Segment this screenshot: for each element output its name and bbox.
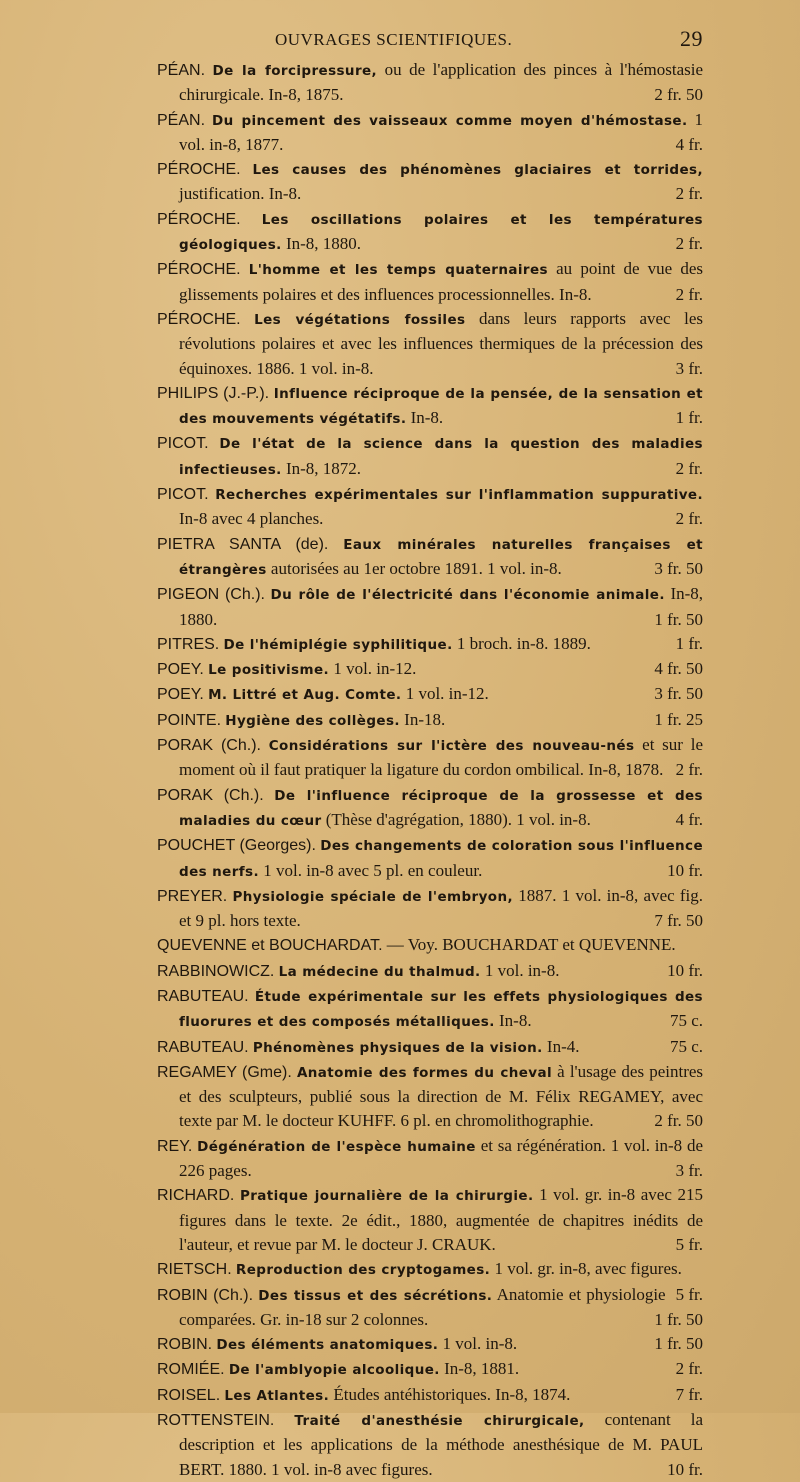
- entry-price: 2 fr.: [675, 184, 703, 204]
- entry-title: Des changements de coloration sous l'influence des nerfs.: [179, 838, 704, 880]
- entry-author: PREYER.: [157, 887, 228, 905]
- entry-details: — Voy. BOUCHARDAT et QUEVENNE.: [386, 935, 676, 955]
- entry-price: 10 fr.: [667, 1459, 703, 1479]
- entry-title: M. Littré et Aug. Comte.: [208, 687, 402, 704]
- entry-details: 1 vol. in-8 avec 5 pl. en couleur.: [263, 860, 483, 880]
- entry-price: 10 fr.: [667, 860, 703, 880]
- catalog-entry: [157, 783, 703, 834]
- entry-price: 2 fr.: [675, 760, 703, 780]
- entry-details: ou de l'application des pinces à l'hémostasie chirurgicale. In-8, 1875.: [179, 60, 703, 105]
- entry-details: (Thèse d'agrégation, 1880). 1 vol. in-8.: [325, 809, 591, 829]
- entry-author: PITRES.: [157, 635, 220, 653]
- entry-title: L'homme et les temps quaternaires: [248, 262, 548, 279]
- entry-author: ROTTENSTEIN.: [157, 1412, 275, 1430]
- entry-title: Les causes des phénomènes glaciaires et torrides,: [252, 162, 704, 179]
- entry-price: 5 fr.: [675, 1234, 703, 1254]
- entry-price: 1 fr. 50: [654, 609, 703, 629]
- entry-price: 2 fr. 50: [654, 85, 703, 105]
- catalog-entry: [157, 1383, 703, 1408]
- entry-details: 1 vol. gr. in-8 avec 215 figures dans le texte. 2e édit., 1880, augmentée de chapitres inédits de l'auteur, et revue par M. le docteur J. CRAUK.: [179, 1185, 703, 1254]
- page-header: [157, 26, 703, 58]
- entry-title: Dégénération de l'espèce humaine: [197, 1138, 476, 1155]
- catalog-entry: [157, 984, 703, 1035]
- catalog-page: [157, 26, 703, 1482]
- entry-details: 1 vol. in-12.: [405, 684, 489, 704]
- entry-title: Anatomie des formes du cheval: [296, 1064, 553, 1081]
- entry-details: et sa régénération. 1 vol. in-8 de 226 pages.: [179, 1135, 704, 1181]
- entry-author: PÉROCHE.: [157, 210, 241, 228]
- entry-author: PIGEON (Ch.).: [157, 586, 265, 604]
- entry-title: Physiologie spéciale de l'embryon,: [232, 888, 514, 905]
- entry-details: In-8, 1880.: [179, 584, 704, 629]
- catalog-entry: [157, 108, 703, 158]
- entry-author: ROISEL.: [157, 1386, 221, 1404]
- entry-author: RABBINOWICZ.: [157, 962, 275, 980]
- entry-title: Recherches expérimentales sur l'inflammation suppurative.: [215, 487, 704, 504]
- entry-author: PÉROCHE.: [157, 310, 241, 328]
- entry-price: 1 fr.: [675, 633, 703, 653]
- entry-author: PÉROCHE.: [157, 261, 241, 279]
- catalog-entry: [157, 1060, 703, 1134]
- entry-author: PÉAN.: [157, 62, 206, 79]
- entry-title: Pratique journalière de la chirurgie.: [239, 1188, 534, 1205]
- entry-title: De la forcipressure,: [212, 63, 378, 79]
- entry-title: Les oscillations polaires et les températures géologiques.: [179, 211, 703, 254]
- entry-price: 2 fr.: [675, 284, 703, 304]
- entry-title: Influence réciproque de la pensée, de la sensation et des mouvements végétatifs.: [179, 385, 704, 428]
- entry-details: 1 vol. in-12.: [333, 659, 417, 679]
- page-number: 29: [680, 26, 703, 51]
- entry-author: POUCHET (Georges).: [157, 837, 316, 855]
- entry-author: RABUTEAU.: [157, 987, 249, 1005]
- entry-author: REY.: [157, 1137, 193, 1155]
- catalog-entry: [157, 157, 703, 207]
- entry-title: Des tissus et des sécrétions.: [258, 1287, 493, 1304]
- entry-price: 3 fr. 50: [654, 558, 703, 578]
- entry-price: 7 fr.: [675, 1384, 703, 1404]
- running-title: OUVRAGES SCIENTIFIQUES.: [275, 30, 513, 49]
- entry-details: In-8, 1880.: [285, 234, 362, 254]
- entry-title: Le positivisme.: [208, 662, 330, 679]
- catalog-entry: [157, 58, 703, 108]
- catalog-entry: [157, 431, 703, 482]
- entry-title: Étude expérimentale sur les effets physiologiques des fluorures et des composés métalliques.: [179, 988, 703, 1031]
- entry-price: 1 fr. 50: [654, 1309, 703, 1329]
- entry-title: Hygiène des collèges.: [225, 712, 400, 729]
- entry-details: et sur le moment où il faut pratiquer la ligature du cordon ombilical. In-8, 1878.: [179, 735, 703, 780]
- entry-author: PIETRA SANTA (de).: [157, 535, 329, 553]
- catalog-entry: [157, 884, 703, 934]
- entry-author: RIETSCH.: [157, 1261, 232, 1279]
- catalog-entry: [157, 682, 703, 707]
- entry-details: In-18.: [404, 709, 446, 729]
- entry-title: Des éléments anatomiques.: [216, 1337, 439, 1354]
- entry-details: autorisées au 1er octobre 1891. 1 vol. in-8.: [270, 558, 562, 578]
- entry-author: PORAK (Ch.).: [157, 786, 264, 804]
- entry-author: REGAMEY (Gme).: [157, 1063, 292, 1081]
- catalog-entry: [157, 582, 703, 632]
- entry-details: 1 vol. gr. in-8, avec figures.: [494, 1259, 682, 1279]
- entry-author: ROMIÉE.: [157, 1361, 225, 1379]
- catalog-entry: [157, 657, 703, 682]
- entry-price: 4 fr.: [675, 134, 703, 154]
- entry-author: ROBIN.: [157, 1336, 213, 1354]
- entry-price: 75 c.: [669, 1011, 703, 1031]
- catalog-entry: [157, 708, 703, 733]
- entry-author: POEY.: [157, 661, 204, 679]
- entry-title: Phénomènes physiques de la vision.: [252, 1039, 543, 1056]
- entry-details: au point de vue des glissements polaires et des influences processionnelles. In-8.: [179, 259, 704, 304]
- entry-author: QUEVENNE et BOUCHARDAT.: [157, 937, 383, 955]
- entry-details: Anatomie et physiologie comparées. Gr. in-18 sur 2 colonnes.: [179, 1284, 666, 1329]
- entry-price: 3 fr.: [675, 358, 703, 378]
- entry-price: 4 fr.: [675, 809, 703, 829]
- entry-price: 3 fr.: [675, 1161, 703, 1181]
- entry-details: In-8, 1872.: [285, 458, 362, 478]
- entry-author: PICOT.: [157, 435, 209, 453]
- entry-details: 1 vol. in-8, 1877.: [179, 109, 703, 154]
- catalog-entry: [157, 1408, 703, 1482]
- entry-price: 1 fr. 25: [654, 709, 703, 729]
- entry-title: Considérations sur l'ictère des nouveau-nés: [268, 738, 635, 755]
- entry-details: justification. In-8.: [179, 184, 302, 204]
- entry-author: PHILIPS (J.-P.).: [157, 384, 270, 402]
- entry-details: dans leurs rapports avec les révolutions polaires et avec les influences thermiques de la précession des équinoxes. 1886. 1 vol. in-8.: [179, 308, 704, 378]
- catalog-entry: [157, 532, 703, 583]
- entry-details: In-8.: [499, 1011, 532, 1031]
- entry-title: La médecine du thalmud.: [278, 963, 481, 980]
- catalog-entry: [157, 1283, 703, 1333]
- entry-title: Du rôle de l'électricité dans l'économie animale.: [270, 587, 665, 604]
- catalog-entry: [157, 933, 703, 958]
- catalog-entry: [157, 733, 703, 783]
- catalog-entry: [157, 833, 703, 884]
- catalog-entry: [157, 257, 703, 307]
- entry-details: 1 broch. in-8. 1889.: [456, 633, 591, 653]
- entry-price: 2 fr.: [675, 1359, 703, 1379]
- entry-price: 1 fr.: [675, 408, 703, 428]
- catalog-entry: [157, 207, 703, 258]
- catalog-entry: [157, 482, 703, 532]
- catalog-entry: [157, 1183, 703, 1257]
- catalog-entry: [157, 1035, 703, 1060]
- entry-title: De l'influence réciproque de la grossesse et des maladies du cœur: [179, 787, 703, 829]
- catalog-entries: [157, 58, 703, 1482]
- entry-price: 7 fr. 50: [654, 911, 703, 931]
- entry-title: De l'état de la science dans la question des maladies infectieuses.: [179, 436, 703, 478]
- entry-details: Études antéhistoriques. In-8, 1874.: [333, 1384, 571, 1404]
- entry-details: contenant la description et les applications de la méthode anesthésique de M. PAUL BERT. 1880. 1 vol. in-8 avec figures.: [179, 1410, 703, 1479]
- entry-price: 2 fr. 50: [654, 1111, 703, 1131]
- entry-author: POINTE.: [157, 711, 222, 729]
- entry-price: 2 fr.: [675, 509, 703, 529]
- catalog-entry: [157, 959, 703, 984]
- entry-price: 1 fr. 50: [654, 1334, 703, 1354]
- catalog-entry: [157, 1134, 703, 1184]
- entry-title: De l'amblyopie alcoolique.: [228, 1362, 440, 1379]
- entry-title: Reproduction des cryptogames.: [235, 1262, 491, 1279]
- entry-details: In-8.: [410, 408, 444, 428]
- catalog-entry: [157, 1332, 703, 1357]
- entry-title: Du pincement des vaisseaux comme moyen d'hémostase.: [212, 112, 688, 129]
- entry-details: 1887. 1 vol. in-8, avec fig. et 9 pl. hors texte.: [179, 885, 704, 931]
- entry-title: Traité d'anesthésie chirurgicale,: [294, 1413, 585, 1430]
- entry-author: PICOT.: [157, 486, 209, 504]
- entry-author: PÉAN.: [157, 111, 206, 129]
- entry-price: 75 c.: [669, 1036, 703, 1056]
- entry-title: Les végétations fossiles: [254, 311, 466, 328]
- catalog-entry: [157, 1357, 703, 1382]
- entry-author: RABUTEAU.: [157, 1038, 249, 1056]
- entry-title: Les Atlantes.: [224, 1387, 330, 1404]
- entry-price: 2 fr.: [675, 458, 703, 478]
- entry-author: POEY.: [157, 686, 204, 704]
- entry-price: 10 fr.: [667, 960, 703, 980]
- catalog-entry: [157, 307, 703, 381]
- entry-title: De l'hémiplégie syphilitique.: [223, 636, 453, 653]
- entry-details: 1 vol. in-8.: [484, 960, 560, 980]
- entry-author: ROBIN (Ch.).: [157, 1286, 254, 1304]
- entry-author: PORAK (Ch.).: [157, 737, 261, 755]
- entry-details: In-8, 1881.: [444, 1359, 520, 1379]
- entry-details: 1 vol. in-8.: [442, 1334, 518, 1354]
- entry-author: PÉROCHE.: [157, 161, 241, 179]
- entry-details: In-8 avec 4 planches.: [179, 509, 324, 529]
- entry-price: 2 fr.: [675, 234, 703, 254]
- catalog-entry: [157, 632, 703, 657]
- catalog-entry: [157, 381, 703, 432]
- entry-details: In-4.: [546, 1036, 580, 1056]
- entry-details: à l'usage des peintres et des sculpteurs, publié sous la direction de M. Félix REGAMEY, avec texte par M. le docteur KUHFF. 6 pl. en chromolithographie.: [179, 1061, 704, 1131]
- entry-price: 5 fr.: [675, 1284, 703, 1304]
- entry-author: RICHARD.: [157, 1187, 235, 1205]
- entry-price: 3 fr. 50: [654, 684, 703, 704]
- entry-title: Eaux minérales naturelles françaises et étrangères: [179, 536, 703, 578]
- entry-price: 4 fr. 50: [654, 659, 703, 679]
